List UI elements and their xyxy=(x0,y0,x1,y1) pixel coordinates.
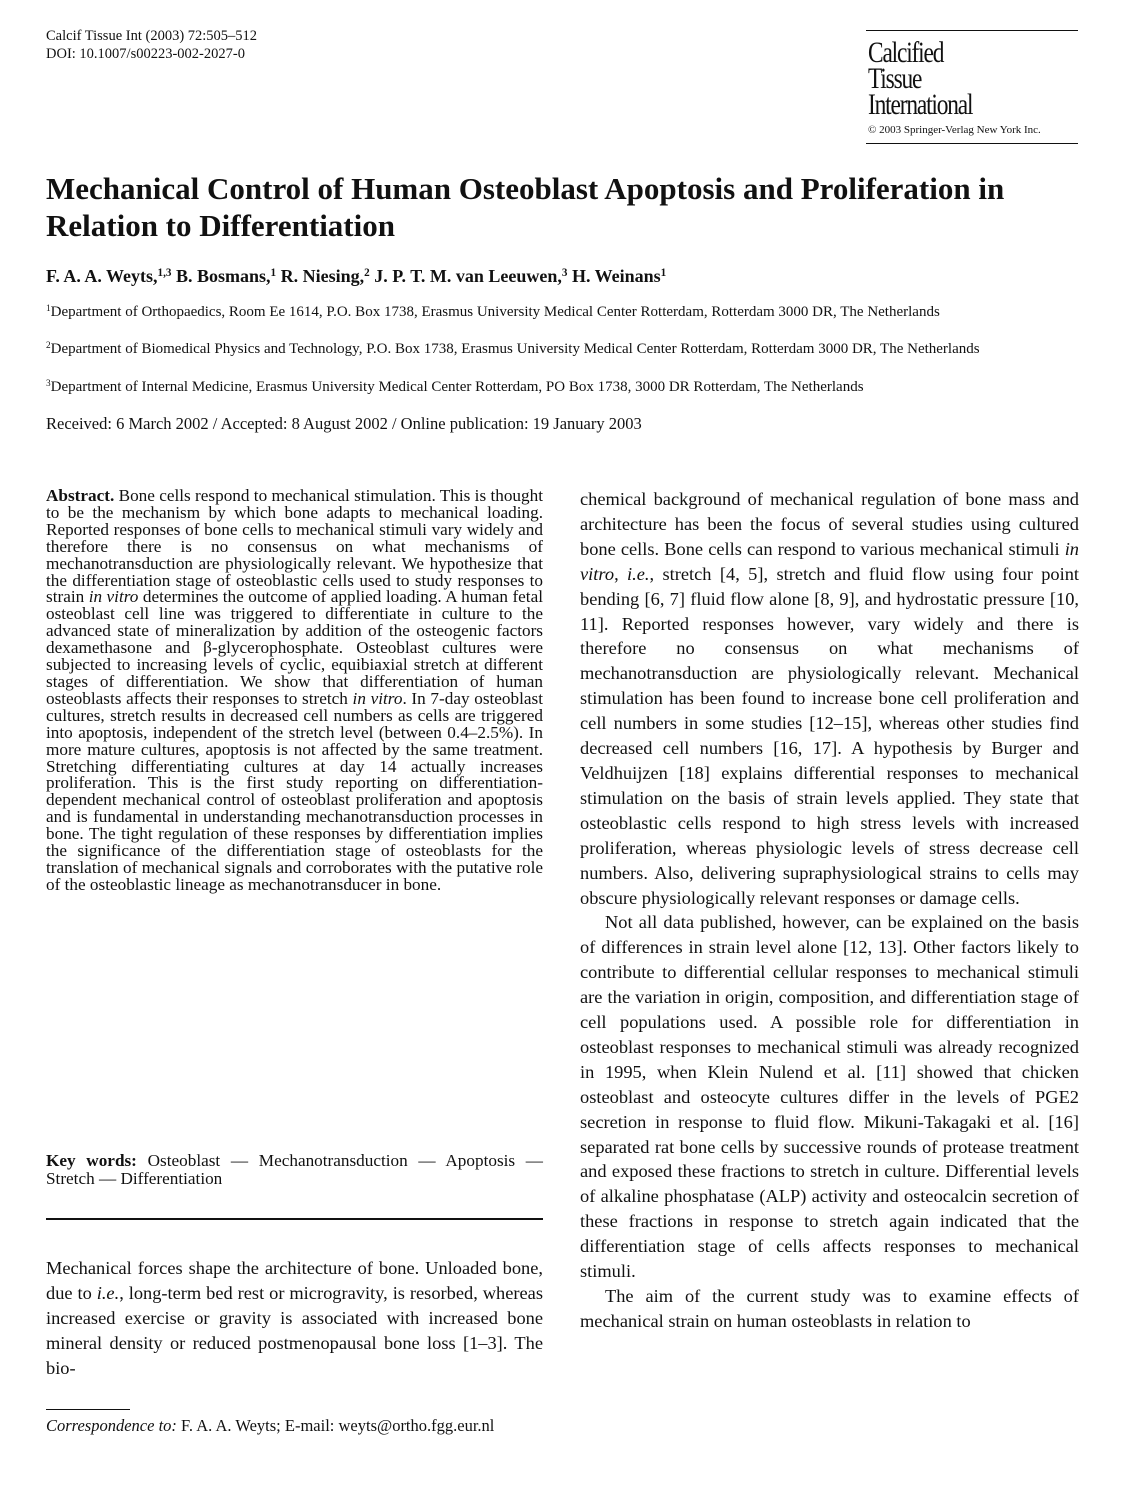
abstract-label: Abstract. xyxy=(46,486,115,505)
introduction-paragraph: Mechanical forces shape the architecture of bone. Unloaded bone, due to i.e., long-term bed rest or microgravity, is resorbed, whereas increased exercise or gravity is associated with increased bone mineral density or reduced postmenopausal bone loss [1–3]. The bio- xyxy=(46,1258,543,1378)
article-title: Mechanical Control of Human Osteoblast Apoptosis and Proliferation in Relation to Differentiation xyxy=(46,171,1005,243)
keywords: Key words: Osteoblast — Mechanotransduction — Apoptosis — Stretch — Differentiation xyxy=(46,1151,543,1188)
footnote-divider xyxy=(46,1409,130,1410)
abstract: Abstract. Bone cells respond to mechanical stimulation. This is thought to be the mechanism by which bone adapts to mechanical loading. Reported responses of bone cells to mechanical stimuli vary widely and therefore there is no consensus on what mechanisms of mechanotransduction are physiologically relevant. We hypothesize that the differentiation stage of osteoblastic cells used to study responses to strain in vitro determines the outcome of applied loading. A human fetal osteoblast cell line was triggered to differentiate in culture to the advanced state of mineralization by addition of the osteogenic factors dexamethasone and β-glycerophosphate. Osteoblast cultures were subjected to increasing levels of cyclic, equibiaxial stretch at different stages of differentiation. We show that differentiation of human osteoblasts affects their responses to stretch in vitro. In 7-day osteoblast cultures, stretch results in decreased cell numbers as cells are triggered into apoptosis, independent of the stretch level (between 0.4–2.5%). In more mature cultures, apoptosis is not affected by the same treatment. Stretching differentiating cultures at day 14 actually increases proliferation. This is the first study reporting on differentiation-dependent mechanical control of osteoblast proliferation and apoptosis and is fundamental in understanding mechanotransduction processes in bone. The tight regulation of these responses by differentiation implies the significance of the differentiation stage of osteoblasts for the translation of mechanical signals and corroborates with the putative role of the osteoblastic lineage as mechanotransducer in bone. xyxy=(46,486,543,894)
author: R. Niesing,$^2$ xyxy=(280,266,370,286)
logo-line-calcified: Calcified xyxy=(868,36,944,69)
author: F. A. A. Weyts,$^{1,3}$ xyxy=(46,266,172,286)
right-column xyxy=(580,487,1079,1334)
journal-logo xyxy=(866,30,1078,144)
affiliation: $^3$Department of Internal Medicine, Erasmus University Medical Center Rotterdam, PO Box 1738, 3000 DR Rotterdam, The Netherlands xyxy=(46,378,864,395)
affiliation: $^2$Department of Biomedical Physics and Technology, P.O. Box 1738, Erasmus University Medical Center Rotterdam, Rotterdam 3000 DR, The Netherlands xyxy=(46,340,980,357)
publication-dates: Received: 6 March 2002 / Accepted: 8 August 2002 / Online publication: 19 January 2003 xyxy=(46,414,642,433)
journal-citation-block xyxy=(46,27,257,63)
keywords-label: Key words: xyxy=(46,1151,137,1170)
doi: DOI: 10.1007/s00223-002-2027-0 xyxy=(46,46,245,62)
correspondence-footnote: Correspondence to: F. A. A. Weyts; E-mail: weyts@ortho.fgg.eur.nl xyxy=(46,1416,495,1435)
section-divider xyxy=(46,1218,543,1220)
author-list xyxy=(46,266,666,287)
author: B. Bosmans,$^1$ xyxy=(175,266,277,286)
body-paragraph: The aim of the current study was to examine effects of mechanical strain on human osteoblasts in relation to xyxy=(580,1286,1079,1331)
author: H. Weinans$^1$ xyxy=(571,266,667,286)
journal-citation: Calcif Tissue Int (2003) 72:505–512 xyxy=(46,28,258,44)
logo-line-tissue: Tissue xyxy=(868,62,922,95)
author: J. P. T. M. van Leeuwen,$^3$ xyxy=(374,266,568,286)
body-paragraph: Not all data published, however, can be explained on the basis of differences in strain level alone [12, 13]. Other factors likely to contribute to differential cellular responses to mechanical stimuli are the variation in origin, composition, and differentiation stage of cell populations used. A possible role for differentiation in osteoblast responses to mechanical stimuli was already recognized in 1995, when Klein Nulend et al. [11] showed that chicken osteoblast and osteocyte cultures differ in the levels of PGE2 secretion in response to fluid flow. Mikuni-Takagaki et al. [16] separated rat bone cells by successive rounds of protease treatment and exposed these fractions to stretch in culture. Differential levels of alkaline phosphatase (ALP) activity and osteocalcin secretion of these fractions in response to stretch again indicated that the differentiation stage of cells affects responses to mechanical stimuli. xyxy=(580,912,1079,1282)
body-paragraph: chemical background of mechanical regulation of bone mass and architecture has been the focus of several studies using cultured bone cells. Bone cells can respond to various mechanical stimuli in vitro, i.e., stretch [4, 5], stretch and fluid flow using four point bending [6, 7] fluid flow alone [8, 9], and hydrostatic pressure [10, 11]. Reported responses however, vary widely and there is therefore no consensus on what mechanisms of mechanotransduction are physiologically relevant. Mechanical stimulation has been found to increase bone cell proliferation and cell numbers in some studies [12–15], whereas other studies find decreased cell numbers [16, 17]. A hypothesis by Burger and Veldhuijzen [18] explains differential responses to mechanical stimulation on the basis of strain levels applied. They state that osteoblastic cells respond to high stress levels with increased proliferation, whereas physiologic levels of stress decrease cell numbers. Also, delivering supraphysiological strains to cells may obscure physiologically relevant responses or damage cells. xyxy=(580,489,1080,908)
affiliation: $^1$Department of Orthopaedics, Room Ee 1614, P.O. Box 1738, Erasmus University Medical Center Rotterdam, Rotterdam 3000 DR, The Netherlands xyxy=(46,303,940,320)
logo-line-international: International xyxy=(868,88,973,121)
copyright-notice: © 2003 Springer-Verlag New York Inc. xyxy=(868,124,1041,136)
